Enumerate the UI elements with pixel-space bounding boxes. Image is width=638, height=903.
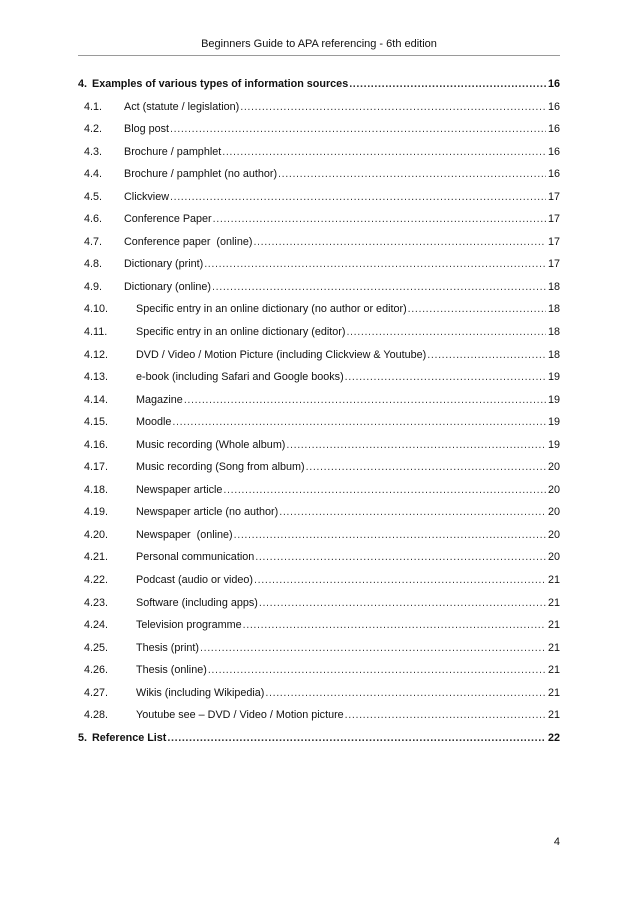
dot-leader <box>243 614 546 637</box>
toc-entry-number: 4.3. <box>84 145 103 158</box>
toc-entry-number: 4.8. <box>84 258 103 271</box>
dot-leader <box>172 411 546 434</box>
toc-entry-page: 17 <box>547 258 560 271</box>
dot-leader <box>170 118 546 141</box>
dot-leader <box>254 569 546 592</box>
toc-entry-4-3[interactable] <box>78 141 560 164</box>
toc-entry-title: Thesis (print) <box>136 641 199 654</box>
toc-entry-number: 4.23. <box>84 596 109 609</box>
toc-entry-4-16[interactable] <box>78 434 560 457</box>
toc-entry-4-17[interactable] <box>78 456 560 479</box>
dot-leader <box>167 727 546 750</box>
toc-entry-4-26[interactable] <box>78 659 560 682</box>
toc-entry-page: 18 <box>547 303 560 316</box>
toc-entry-page: 17 <box>547 235 560 248</box>
toc-entry-title: Newspaper article (no author) <box>136 506 279 519</box>
toc-entry-title: Thesis (online) <box>136 664 207 677</box>
toc-entry-number: 4.9. <box>84 280 103 293</box>
toc-entry-section-4[interactable] <box>78 73 560 96</box>
toc-entry-number: 4. <box>78 78 88 90</box>
toc-entry-title: Wikis (including Wikipedia) <box>136 686 265 699</box>
dot-leader <box>240 96 546 119</box>
toc-entry-title: Dictionary (print) <box>124 258 204 271</box>
toc-entry-title: Magazine <box>136 393 183 406</box>
toc-entry-page: 16 <box>547 100 560 113</box>
toc-entry-4-10[interactable] <box>78 298 560 321</box>
toc-entry-title: Specific entry in an online dictionary (no author or editor) <box>136 303 407 316</box>
toc-entry-page: 19 <box>547 416 560 429</box>
toc-entry-page: 22 <box>547 731 560 744</box>
toc-entry-4-19[interactable] <box>78 501 560 524</box>
toc-entry-number: 4.22. <box>84 574 109 587</box>
toc-entry-page: 19 <box>547 371 560 384</box>
toc-entry-page: 16 <box>547 145 560 158</box>
toc-entry-title: Moodle <box>136 416 172 429</box>
toc-entry-4-14[interactable] <box>78 389 560 412</box>
toc-entry-title: Act (statute / legislation) <box>124 100 240 113</box>
toc-entry-4-21[interactable] <box>78 546 560 569</box>
toc-entry-title: Conference Paper <box>124 213 212 226</box>
toc-entry-number: 4.15. <box>84 416 109 429</box>
toc-entry-4-2[interactable] <box>78 118 560 141</box>
toc-entry-number: 4.19. <box>84 506 109 519</box>
toc-entry-title: Reference List <box>92 731 167 744</box>
toc-entry-page: 21 <box>547 709 560 722</box>
toc-entry-page: 21 <box>547 641 560 654</box>
toc-entry-title: Podcast (audio or video) <box>136 574 254 587</box>
table-of-contents <box>78 73 560 749</box>
toc-entry-number: 4.27. <box>84 686 109 699</box>
toc-entry-title: Software (including apps) <box>136 596 258 609</box>
toc-entry-number: 4.4. <box>84 168 103 181</box>
toc-entry-title: Blog post <box>124 123 170 136</box>
dot-leader <box>222 141 546 164</box>
dot-leader <box>170 186 546 209</box>
toc-entry-page: 18 <box>547 348 560 361</box>
dot-leader <box>346 321 546 344</box>
toc-entry-page: 18 <box>547 280 560 293</box>
toc-entry-page: 18 <box>547 326 560 339</box>
dot-leader <box>286 434 546 457</box>
toc-entry-number: 4.12. <box>84 348 109 361</box>
dot-leader <box>279 501 546 524</box>
toc-entry-page: 21 <box>547 596 560 609</box>
toc-entry-4-9[interactable] <box>78 276 560 299</box>
toc-entry-number: 4.1. <box>84 100 103 113</box>
toc-entry-title: Conference paper (online) <box>124 235 253 248</box>
toc-entry-number: 4.7. <box>84 235 103 248</box>
dot-leader <box>208 659 546 682</box>
dot-leader <box>184 389 546 412</box>
toc-entry-page: 20 <box>547 461 560 474</box>
dot-leader <box>278 163 546 186</box>
toc-entry-4-27[interactable] <box>78 682 560 705</box>
toc-entry-4-22[interactable] <box>78 569 560 592</box>
toc-entry-title: DVD / Video / Motion Picture (including Clickview & Youtube) <box>136 348 427 361</box>
dot-leader <box>345 704 546 727</box>
toc-entry-number: 4.10. <box>84 303 109 316</box>
toc-entry-number: 4.14. <box>84 393 109 406</box>
toc-entry-number: 4.11. <box>84 326 108 339</box>
dot-leader <box>223 479 546 502</box>
toc-entry-page: 19 <box>547 438 560 451</box>
toc-entry-title: Brochure / pamphlet <box>124 145 222 158</box>
toc-entry-4-28[interactable] <box>78 704 560 727</box>
toc-entry-number: 4.16. <box>84 438 109 451</box>
dot-leader <box>253 231 546 254</box>
toc-entry-title: Personal communication <box>136 551 255 564</box>
toc-entry-number: 4.26. <box>84 664 109 677</box>
toc-entry-4-18[interactable] <box>78 479 560 502</box>
toc-entry-section-5[interactable] <box>78 727 560 750</box>
header-divider <box>78 55 560 56</box>
toc-entry-number: 4.13. <box>84 371 109 384</box>
toc-entry-4-20[interactable] <box>78 524 560 547</box>
toc-entry-number: 4.24. <box>84 619 109 632</box>
toc-entry-number: 4.20. <box>84 528 109 541</box>
toc-entry-page: 20 <box>547 483 560 496</box>
toc-entry-page: 21 <box>547 619 560 632</box>
toc-entry-title: Dictionary (online) <box>124 280 212 293</box>
toc-entry-page: 16 <box>547 123 560 136</box>
toc-entry-number: 5. <box>78 731 88 744</box>
toc-entry-page: 19 <box>547 393 560 406</box>
dot-leader <box>212 276 546 299</box>
dot-leader <box>306 456 546 479</box>
toc-entry-page: 21 <box>547 574 560 587</box>
toc-entry-title: Specific entry in an online dictionary (editor) <box>136 326 346 339</box>
toc-entry-page: 20 <box>547 551 560 564</box>
toc-entry-title: Newspaper (online) <box>136 528 233 541</box>
toc-entry-page: 17 <box>547 213 560 226</box>
dot-leader <box>200 637 546 660</box>
toc-entry-4-15[interactable] <box>78 411 560 434</box>
dot-leader <box>265 682 546 705</box>
toc-entry-4-13[interactable] <box>78 366 560 389</box>
toc-entry-4-5[interactable] <box>78 186 560 209</box>
dot-leader <box>213 208 546 231</box>
toc-entry-4-11[interactable] <box>78 321 560 344</box>
toc-entry-4-8[interactable] <box>78 253 560 276</box>
toc-entry-title: Youtube see – DVD / Video / Motion picture <box>136 709 344 722</box>
toc-entry-4-1[interactable] <box>78 96 560 119</box>
dot-leader <box>255 546 546 569</box>
toc-entry-number: 4.25. <box>84 641 109 654</box>
toc-entry-page: 21 <box>547 664 560 677</box>
dot-leader <box>349 73 546 96</box>
dot-leader <box>345 366 546 389</box>
toc-entry-page: 20 <box>547 506 560 519</box>
toc-entry-4-12[interactable] <box>78 344 560 367</box>
toc-entry-number: 4.17. <box>84 461 109 474</box>
toc-entry-title: Brochure / pamphlet (no author) <box>124 168 278 181</box>
toc-entry-page: 21 <box>547 686 560 699</box>
toc-entry-number: 4.2. <box>84 123 103 136</box>
toc-entry-4-7[interactable] <box>78 231 560 254</box>
toc-entry-title: Newspaper article <box>136 483 223 496</box>
toc-entry-number: 4.5. <box>84 190 103 203</box>
toc-entry-page: 20 <box>547 528 560 541</box>
toc-entry-4-4[interactable] <box>78 163 560 186</box>
toc-entry-title: Music recording (Whole album) <box>136 438 286 451</box>
dot-leader <box>259 592 546 615</box>
toc-entry-number: 4.18. <box>84 483 109 496</box>
toc-entry-4-6[interactable] <box>78 208 560 231</box>
toc-entry-page: 16 <box>547 78 560 90</box>
toc-entry-number: 4.6. <box>84 213 103 226</box>
dot-leader <box>234 524 546 547</box>
toc-entry-page: 17 <box>547 190 560 203</box>
toc-entry-title: e-book (including Safari and Google books) <box>136 371 344 384</box>
dot-leader <box>427 344 546 367</box>
toc-entry-4-25[interactable] <box>78 637 560 660</box>
toc-entry-page: 16 <box>547 168 560 181</box>
toc-entry-title: Television programme <box>136 619 242 632</box>
running-header: Beginners Guide to APA referencing - 6th edition <box>201 38 437 50</box>
toc-entry-title: Examples of various types of information sources <box>92 78 349 90</box>
toc-entry-4-23[interactable] <box>78 592 560 615</box>
toc-entry-number: 4.21. <box>84 551 109 564</box>
toc-entry-title: Clickview <box>124 190 169 203</box>
toc-entry-number: 4.28. <box>84 709 109 722</box>
dot-leader <box>204 253 546 276</box>
toc-entry-title: Music recording (Song from album) <box>136 461 305 474</box>
toc-entry-4-24[interactable] <box>78 614 560 637</box>
dot-leader <box>408 298 546 321</box>
page-number: 4 <box>553 836 560 848</box>
